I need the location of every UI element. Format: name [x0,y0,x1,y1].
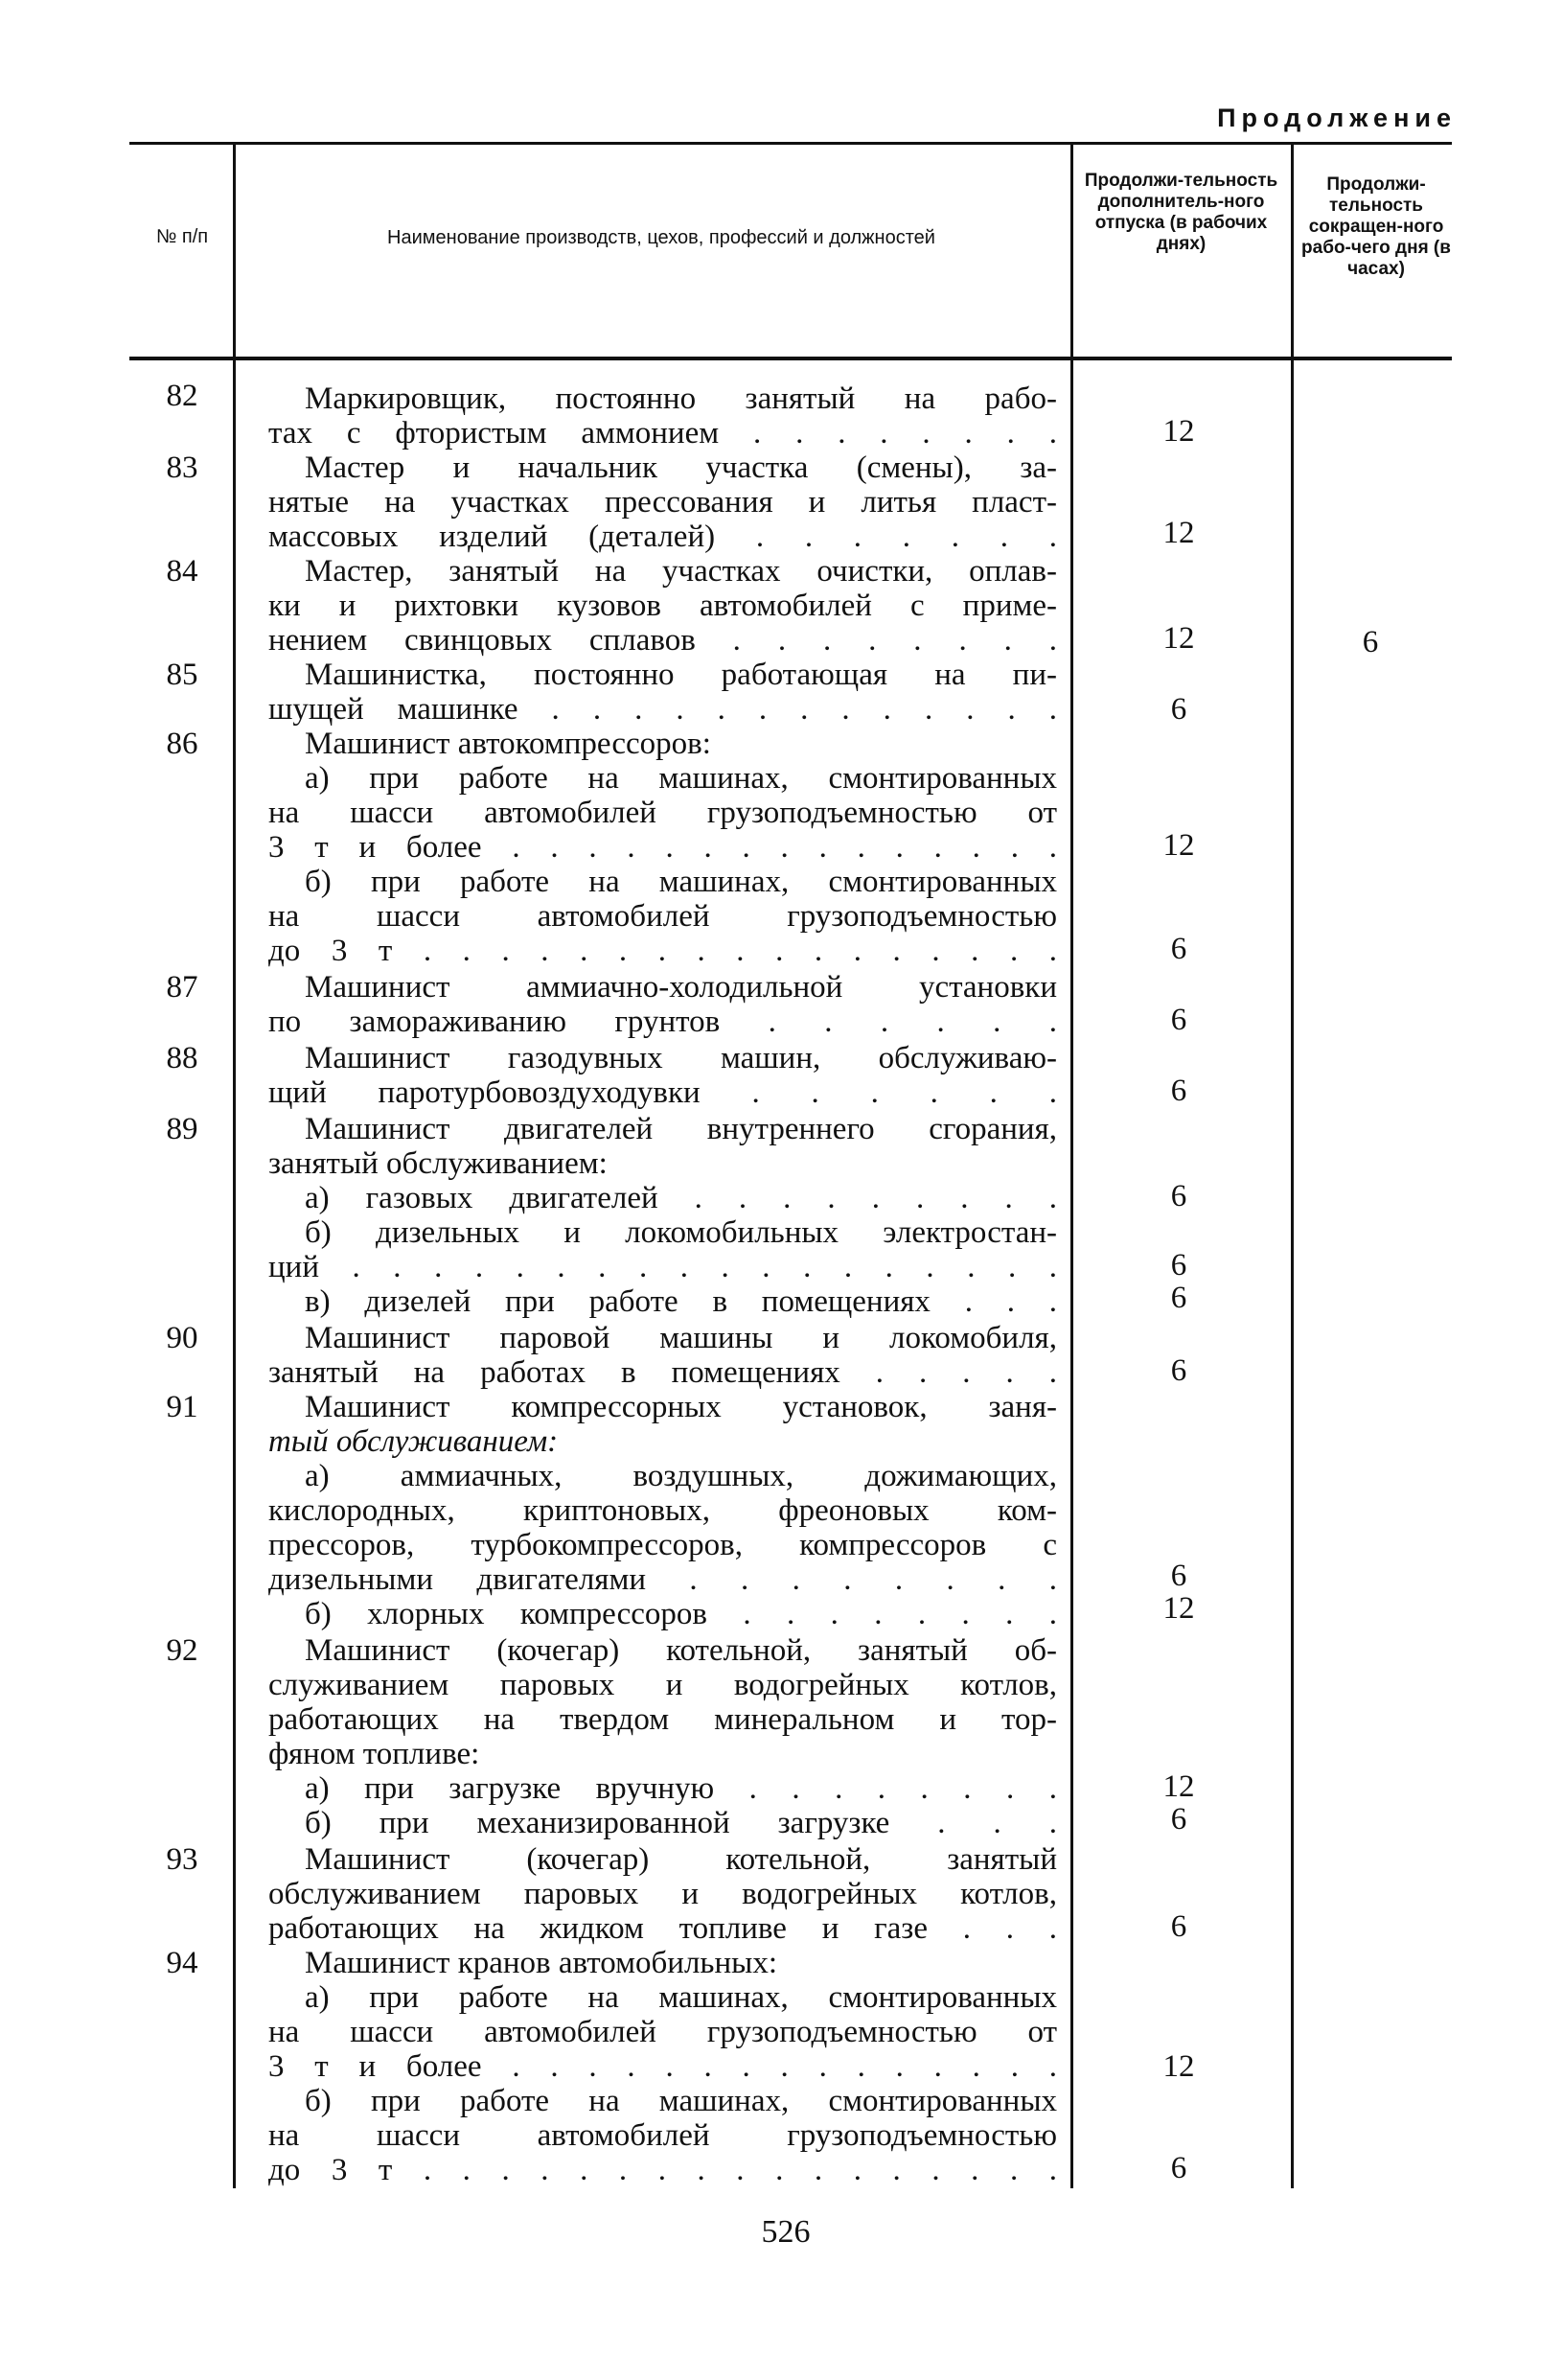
row-94-text-4: 3 т и более . . . . . . . . . . . . . . . [268,2049,1057,2084]
row-94-text-7: до 3 т . . . . . . . . . . . . . . . . . [268,2153,1057,2187]
row-92-text-3: работающих на твердом минеральном и тор- [268,1702,1057,1737]
row-93-text-3: работающих на жидком топливе и газе . . . [268,1911,1057,1946]
row-90-num: 90 [166,1321,198,1355]
row-86-text-1: Машинист автокомпрессоров: [305,727,711,761]
row-94-text-2: а) при работе на машинах, смонтированных [305,1980,1057,2015]
row-89-text-1: Машинист двигателей внутреннего сгорания, [305,1112,1057,1146]
row-83-vacation: 12 [1162,516,1195,550]
row-85-text-1: Машинистка, постоянно работающая на пи- [305,658,1057,692]
header-name: Наименование производств, цехов, профессий и должностей [387,227,935,248]
row-89-text-3: а) газовых двигателей . . . . . . . . . [305,1181,1057,1215]
row-83-num: 83 [166,451,198,485]
row-88-text-1: Машинист газодувных машин, обслуживаю- [305,1041,1057,1075]
header-workday: Продолжи-тельность сокращен-ного рабо-чего дня (в часах) [1301,174,1451,279]
row-92b-vacation: 6 [1170,1802,1187,1837]
row-83-text-1: Мастер и начальник участка (смены), за- [305,451,1057,485]
row-87-text-2: по замораживанию грунтов . . . . . . [268,1005,1057,1039]
row-86-text-7: до 3 т . . . . . . . . . . . . . . . . . [268,934,1057,968]
row-89-text-4: б) дизельных и локомобильных электростан- [305,1215,1057,1250]
row-82-vacation: 12 [1162,414,1195,449]
row-91-text-2: тый обслуживанием: [268,1424,559,1459]
row-91-text-1: Машинист компрессорных установок, заня- [305,1390,1057,1424]
row-86-text-2: а) при работе на машинах, смонтированных [305,761,1057,796]
row-88-vacation: 6 [1170,1074,1187,1108]
row-90-text-2: занятый на работах в помещениях . . . . . [268,1355,1057,1390]
row-82-num: 82 [166,379,198,413]
row-89-num: 89 [166,1112,198,1146]
header-vacation: Продолжи-тельность дополнитель-ного отпуска (в рабочих днях) [1084,171,1278,254]
row-89-text-5: ций . . . . . . . . . . . . . . . . . . [268,1250,1057,1284]
row-93-text-1: Машинист (кочегар) котельной, занятый [305,1842,1057,1877]
header-bottom-rule [129,357,1452,360]
row-91-text-6: дизельными двигателями . . . . . . . . [268,1562,1057,1597]
row-86a-vacation: 12 [1162,828,1195,863]
row-88-text-2: щий паротурбовоздуходувки . . . . . . [268,1075,1057,1110]
row-89a-vacation: 6 [1170,1179,1187,1213]
col-divider-1 [233,142,236,2188]
row-87-text-1: Машинист аммиачно-холодильной установки [305,970,1057,1005]
row-92-text-1: Машинист (кочегар) котельной, занятый об- [305,1633,1057,1668]
row-86-text-3: на шасси автомобилей грузоподъемностью от [268,796,1057,830]
row-83-text-3: массовых изделий (деталей) . . . . . . . [268,520,1057,554]
row-86-text-4: 3 т и более . . . . . . . . . . . . . . . [268,830,1057,865]
row-86b-vacation: 6 [1170,932,1187,966]
row-91b-vacation: 12 [1162,1591,1195,1626]
row-88-num: 88 [166,1041,198,1075]
row-89b-vacation: 6 [1170,1248,1187,1282]
row-85-text-2: шущей машинке . . . . . . . . . . . . . [268,692,1057,727]
row-84-text-2: ки и рихтовки кузовов автомобилей с приме- [268,589,1057,623]
row-91a-vacation: 6 [1170,1559,1187,1593]
table-top-rule [129,142,1452,145]
row-92-text-5: а) при загрузке вручную . . . . . . . . [305,1771,1057,1806]
row-85-num: 85 [166,658,198,692]
row-84-num: 84 [166,554,198,589]
row-94b-vacation: 6 [1170,2151,1187,2185]
row-86-num: 86 [166,727,198,761]
row-83-text-2: нятые на участках прессования и литья пласт- [268,485,1057,520]
row-82-text-1: Маркировщик, постоянно занятый на рабо- [305,381,1057,416]
row-82-text-2: тах с фтористым аммонием . . . . . . . . [268,416,1057,451]
row-86-text-6: на шасси автомобилей грузоподъемностью [268,899,1057,934]
page-number: 526 [761,2214,811,2250]
row-84-text-1: Мастер, занятый на участках очистки, оплав- [305,554,1057,589]
row-92-text-2: служиванием паровых и водогрейных котлов, [268,1668,1057,1702]
row-92-num: 92 [166,1633,198,1668]
col-divider-2 [1070,142,1073,2188]
row-90-text-1: Машинист паровой машины и локомобиля, [305,1321,1057,1355]
row-84-vacation: 12 [1162,621,1195,656]
row-84-workday: 6 [1362,625,1379,659]
row-85-vacation: 6 [1170,692,1187,727]
row-94-text-1: Машинист кранов автомобильных: [305,1946,777,1980]
row-92-text-6: б) при механизированной загрузке . . . [305,1806,1057,1840]
row-94-text-3: на шасси автомобилей грузоподъемностью от [268,2015,1057,2049]
row-92a-vacation: 12 [1162,1769,1195,1804]
row-86-text-5: б) при работе на машинах, смонтированных [305,865,1057,899]
row-94-num: 94 [166,1946,198,1980]
row-91-text-5: прессоров, турбокомпрессоров, компрессоров с [268,1528,1057,1562]
header-num: № п/п [155,226,209,247]
row-91-text-4: кислородных, криптоновых, фреоновых ком- [268,1493,1057,1528]
col-divider-3 [1291,142,1294,2188]
row-91-text-3: а) аммиачных, воздушных, дожимающих, [305,1459,1057,1493]
row-87-vacation: 6 [1170,1003,1187,1037]
row-93-text-2: обслуживанием паровых и водогрейных котлов, [268,1877,1057,1911]
row-89c-vacation: 6 [1170,1281,1187,1315]
row-94-text-5: б) при работе на машинах, смонтированных [305,2084,1057,2118]
row-91-num: 91 [166,1390,198,1424]
row-92-text-4: фяном топливе: [268,1737,480,1771]
row-94a-vacation: 12 [1162,2049,1195,2084]
row-93-num: 93 [166,1842,198,1877]
row-89-text-2: занятый обслуживанием: [268,1146,608,1181]
row-94-text-6: на шасси автомобилей грузоподъемностью [268,2118,1057,2153]
row-89-text-6: в) дизелей при работе в помещениях . . . [305,1284,1057,1319]
row-87-num: 87 [166,970,198,1005]
row-91-text-7: б) хлорных компрессоров . . . . . . . . [305,1597,1057,1631]
row-84-text-3: нением свинцовых сплавов . . . . . . . . [268,623,1057,658]
row-90-vacation: 6 [1170,1353,1187,1388]
continuation-label: Продолжение [1217,104,1457,132]
row-93-vacation: 6 [1170,1909,1187,1944]
